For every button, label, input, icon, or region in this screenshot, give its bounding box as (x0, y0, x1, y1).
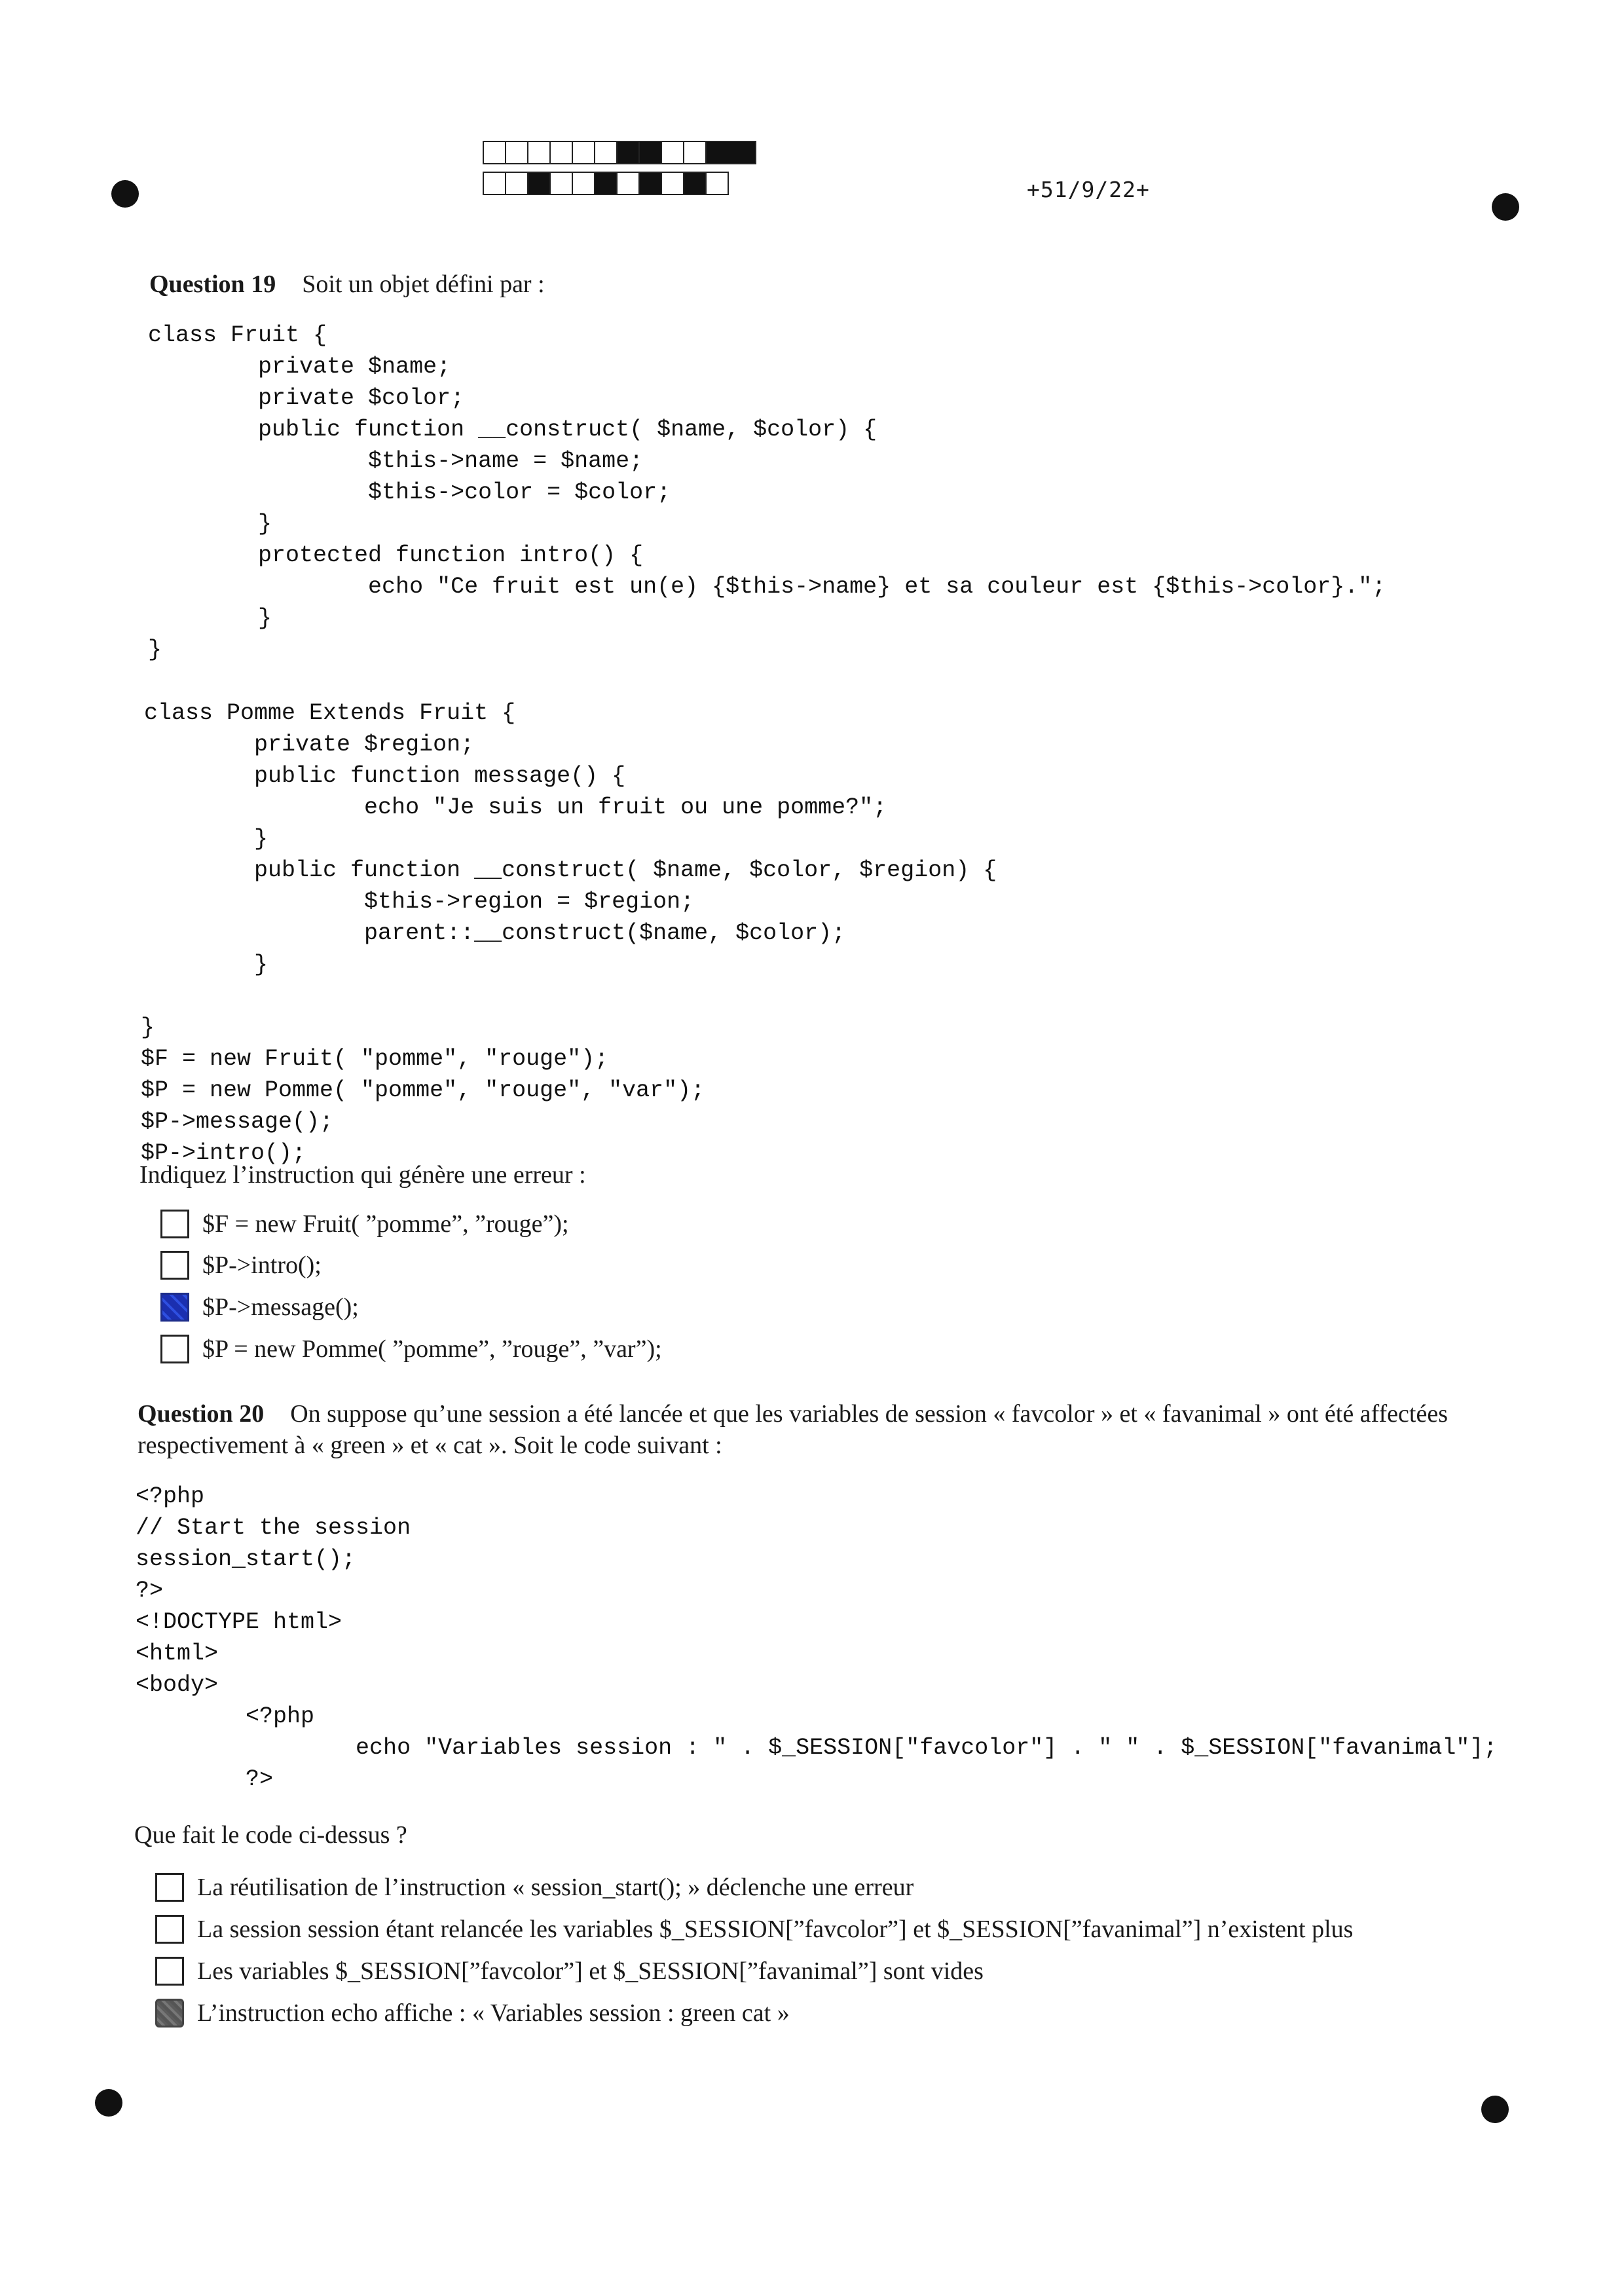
registration-mark-bottom-right (1481, 2096, 1509, 2123)
option-label: L’instruction echo affiche : « Variables session : green cat » (197, 1999, 790, 2027)
checkbox[interactable] (155, 1873, 184, 1902)
barcode-cell (483, 141, 506, 164)
checkbox[interactable] (155, 1957, 184, 1986)
option-label: La session session étant relancée les variables $_SESSION[”favcolor”] et $_SESSION[”favanimal”] n’existent plus (197, 1916, 1354, 1943)
page-id: +51/9/22+ (1027, 177, 1150, 202)
barcode-cell (594, 172, 618, 195)
barcode-cell (683, 141, 707, 164)
question-19-code-fruit-class: class Fruit { private $name; private $color; public function __construct( $name, $color) { $this->name = $name; $this->color = $color; } protected function intro() { echo "Ce fruit est un(e) {$this->name} et sa couleur est {$this->color}."; } } (148, 322, 1386, 663)
barcode-cell (638, 172, 662, 195)
registration-mark-top-left (111, 180, 139, 208)
question-19-option-1[interactable] (160, 1207, 569, 1241)
question-19-intro: Soit un objet défini par : (302, 270, 545, 298)
barcode-cell (549, 141, 573, 164)
question-20-intro: On suppose qu’une session a été lancée et que les variables de session « favcolor » et « favanimal » ont été affectées respectivement à « green » et « cat ». Soit le code suivant : (138, 1400, 1448, 1459)
question-19-prompt: Indiquez l’instruction qui génère une erreur : (139, 1161, 586, 1189)
barcode-cell (594, 141, 618, 164)
question-20-prompt: Que fait le code ci-dessus ? (134, 1821, 407, 1849)
question-20-header (138, 1398, 1493, 1461)
question-19-option-4[interactable] (160, 1332, 662, 1366)
question-19-code-pomme-class: class Pomme Extends Fruit { private $region; public function message() { echo "Je suis un fruit ou une pomme?"; } public function __construct( $name, $color, $region) { $this->region = $region; parent::__construct($name, $color); } (144, 700, 997, 978)
checkbox[interactable] (160, 1251, 189, 1280)
barcode-cell (683, 172, 707, 195)
checkbox[interactable] (160, 1335, 189, 1363)
barcode-cell (616, 172, 640, 195)
barcode-cell (527, 172, 551, 195)
checkbox-checked[interactable] (160, 1293, 189, 1322)
barcode-row-1 (483, 141, 755, 166)
barcode-row-2 (483, 172, 728, 196)
question-20-option-2[interactable] (155, 1912, 1353, 1946)
checkbox[interactable] (155, 1915, 184, 1944)
barcode-cell (661, 172, 684, 195)
barcode-cell (638, 141, 662, 164)
question-19-code-usage: } $F = new Fruit( "pomme", "rouge"); $P = new Pomme( "pomme", "rouge", "var"); $P->message(); $P->intro(); (141, 1014, 705, 1166)
option-label: $F = new Fruit( ”pomme”, ”rouge”); (202, 1210, 569, 1238)
question-20-option-1[interactable] (155, 1870, 913, 1904)
option-label: $P->message(); (202, 1293, 359, 1321)
question-20-code: <?php // Start the session session_start(); ?> <!DOCTYPE html> <html> <body> <?php echo "Variables session : " . $_SESSION["favcolor"] . " " . $_SESSION["favanimal"]; ?> (136, 1483, 1498, 1792)
barcode-cell (705, 141, 756, 164)
barcode-cell (572, 141, 595, 164)
question-20-option-4[interactable] (155, 1996, 790, 2030)
question-20-number: Question 20 (138, 1400, 265, 1428)
option-label: Les variables $_SESSION[”favcolor”] et $_SESSION[”favanimal”] sont vides (197, 1957, 984, 1985)
question-19-option-2[interactable] (160, 1248, 322, 1282)
question-20-option-3[interactable] (155, 1954, 984, 1988)
registration-mark-bottom-left (95, 2089, 122, 2117)
question-19-header (149, 268, 545, 300)
option-label: $P = new Pomme( ”pomme”, ”rouge”, ”var”); (202, 1335, 662, 1363)
barcode-cell (616, 141, 640, 164)
barcode-cell (661, 141, 684, 164)
question-19-number: Question 19 (149, 270, 276, 298)
checkbox-checked[interactable] (155, 1999, 184, 2028)
barcode-cell (505, 141, 528, 164)
checkbox[interactable] (160, 1210, 189, 1238)
barcode-cell (705, 172, 729, 195)
barcode-cell (527, 141, 551, 164)
question-19-option-3[interactable] (160, 1290, 359, 1324)
registration-mark-top-right (1492, 193, 1519, 221)
barcode-cell (505, 172, 528, 195)
barcode-cell (572, 172, 595, 195)
barcode-cell (483, 172, 506, 195)
option-label: La réutilisation de l’instruction « session_start(); » déclenche une erreur (197, 1874, 914, 1901)
option-label: $P->intro(); (202, 1251, 322, 1279)
barcode-cell (549, 172, 573, 195)
